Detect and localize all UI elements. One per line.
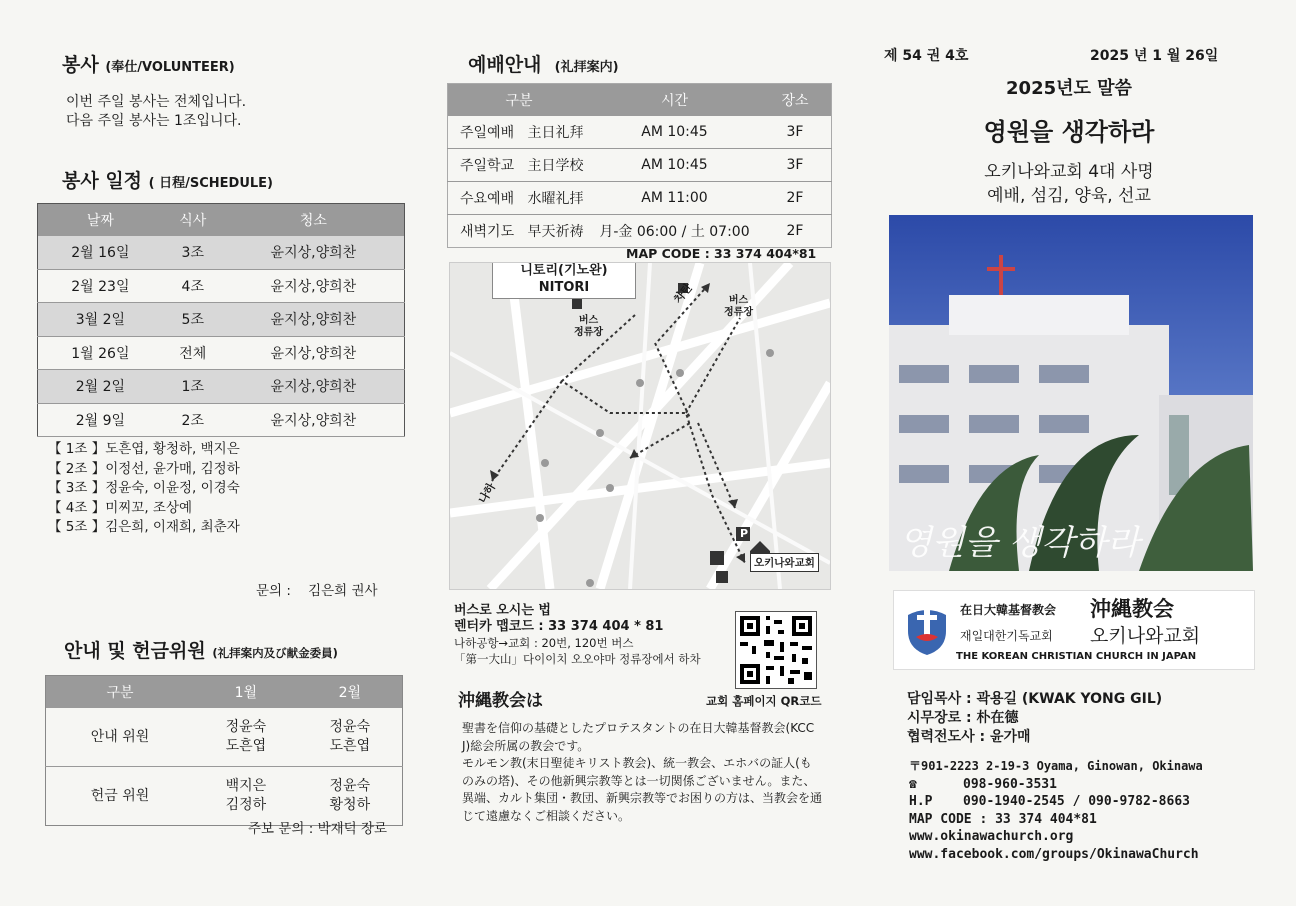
table-row: 새벽기도 早天祈祷 月-金 06:00 / 土 07:00 2F xyxy=(460,223,804,240)
church-logo-block xyxy=(893,590,1255,670)
contact-hp-label: H.P xyxy=(909,794,933,809)
bulletin-inquiry: 주보 문의 : 박재덕 장로 xyxy=(248,821,388,837)
contact-block xyxy=(909,758,1203,863)
table-row: 2월 16일 3조 윤지상,양희찬 xyxy=(38,236,405,269)
church-name-en: THE KOREAN CHRISTIAN CHURCH IN JAPAN xyxy=(956,651,1197,662)
about-text: 聖書を信仰の基礎としたプロテスタントの在日大韓基督教会(KCCJ)総会所属の教会です。 モルモン教(末日聖徒キリスト教会)、統一教会、エホバの証人(ものみの塔)、その他新興宗教等とは一切関係ございません。また、異端、カルト集団・教団、新興宗教等でお困りの方は、当教会を通じて遠慮なくご相談ください。 xyxy=(462,721,823,823)
usher-title-sub: (礼拝案内及び献金委員) xyxy=(212,646,338,660)
chatan-label: 차탄 xyxy=(671,280,695,306)
bus-stop-label-2: 버스 정류장 xyxy=(724,295,753,318)
worship-heading xyxy=(468,50,619,77)
table-row: 1월 26일 전체 윤지상,양희찬 xyxy=(38,336,405,370)
parking-label: P xyxy=(739,527,749,540)
contact-map-code: MAP CODE : 33 374 404*81 xyxy=(909,811,1097,827)
table-row: 주일학교 主日学校 AM 10:45 3F xyxy=(448,149,832,182)
denomination-jp: 在日大韓基督教会 xyxy=(960,603,1057,617)
contact-address: 〒901-2223 2-19-3 Oyama, Ginowan, Okinawa xyxy=(909,759,1203,773)
facebook-link[interactable]: www.facebook.com/groups/OkinawaChurch xyxy=(909,846,1199,862)
about-title: 沖縄教会は xyxy=(458,691,543,711)
worship-title-sub: (礼拝案内) xyxy=(554,60,619,75)
staff-list xyxy=(907,690,1162,747)
table-row: 3월 2일 5조 윤지상,양희찬 xyxy=(38,303,405,337)
volunteer-title: 봉사 xyxy=(62,54,99,76)
list-item: 【 1조 】도흔엽, 황청하, 백지은 xyxy=(48,441,240,457)
church-name-jp: 沖縄教会 xyxy=(1090,597,1174,621)
volunteer-title-sub: (奉仕/VOLUNTEER) xyxy=(105,60,235,75)
schedule-header-cleaning: 청소 xyxy=(223,204,405,237)
volunteer-inquiry: 문의 : 김은희 권사 xyxy=(256,583,378,599)
worship-header-row: 구분 시간 장소 xyxy=(448,84,832,117)
list-item: 【 2조 】이정선, 윤가매, 김정하 xyxy=(48,460,240,477)
usher-table xyxy=(45,675,403,826)
contact-phone: 098-960-3531 xyxy=(963,776,1057,792)
usher-title: 안내 및 헌금위원 xyxy=(64,640,206,662)
church-emblem-icon xyxy=(904,601,950,657)
volunteer-line-1: 이번 주일 봉사는 전체입니다. xyxy=(66,94,247,110)
volunteer-heading xyxy=(62,50,235,77)
bulletin-date: 2025 년 1 월 26일 xyxy=(1090,48,1219,64)
church-name-kr: 오키나와교회 xyxy=(1090,625,1201,647)
table-row: 안내 위원 정윤숙 도흔엽 정윤숙 도흔엽 xyxy=(46,708,403,767)
table-row: 수요예배 水曜礼拝 AM 11:00 2F xyxy=(448,182,832,215)
nitori-label-en: NITORI xyxy=(538,280,590,295)
mission-statement: 오키나와교회 4대 사명 예배, 섬김, 양육, 선교 xyxy=(984,162,1154,206)
list-item: 【 4조 】미찌꼬, 조상예 xyxy=(48,499,193,516)
usher-header-row: 구분 1월 2월 xyxy=(46,676,403,709)
bus-stop-label-1: 버스 정류장 xyxy=(574,315,603,338)
website-link[interactable]: www.okinawachurch.org xyxy=(909,829,1074,844)
church-photo xyxy=(889,215,1253,571)
group-list xyxy=(48,440,240,538)
contact-mobile: 090-1940-2545 / 090-9782-8663 xyxy=(963,794,1190,809)
qr-code-label: 교회 홈페이지 QR코드 xyxy=(706,694,822,708)
map-drawing xyxy=(450,263,830,589)
schedule-title: 봉사 일정 xyxy=(62,170,143,192)
volunteer-line-2: 다음 주일 봉사는 1조입니다. xyxy=(66,113,242,129)
table-row: 2월 2일 1조 윤지상,양희찬 xyxy=(38,370,405,404)
schedule-heading xyxy=(62,166,273,193)
phone-icon: ☎ xyxy=(909,776,917,792)
photo-caption: 영원을 생각하라 xyxy=(899,523,1140,563)
church-map xyxy=(449,262,831,590)
bus-directions-title: 버스로 오시는 법 xyxy=(454,603,551,618)
list-item: 【 5조 】김은희, 이재희, 최춘자 xyxy=(48,519,240,535)
homepage-qr-code[interactable] xyxy=(735,611,817,689)
schedule-header-date: 날짜 xyxy=(38,204,163,237)
theme-title: 영원을 생각하라 xyxy=(983,118,1155,146)
list-item: 시무장로 : 朴在德 xyxy=(907,710,1019,726)
schedule-header-meal: 식사 xyxy=(163,204,223,237)
table-row: 주일예배 主日礼拜 AM 10:45 3F xyxy=(448,116,832,149)
list-item: 담임목사 : 곽용길 (KWAK YONG GIL) xyxy=(907,691,1163,707)
nitori-callout xyxy=(492,262,636,299)
map-code-label: MAP CODE : 33 374 404*81 xyxy=(626,246,817,261)
list-item: 협력전도사 : 윤가매 xyxy=(907,729,1031,745)
theme-label: 2025년도 말씀 xyxy=(1006,78,1132,99)
nitori-label-kr: 니토리(기노완) xyxy=(520,263,608,278)
usher-heading xyxy=(64,636,338,663)
naha-label: 나하 xyxy=(476,480,499,506)
schedule-header-row xyxy=(38,204,405,237)
denomination-kr: 재일대한기독교회 xyxy=(960,629,1053,643)
bulletin-volume: 제 54 권 4호 xyxy=(884,48,969,64)
list-item: 【 3조 】정윤숙, 이윤정, 이경숙 xyxy=(48,480,240,496)
table-row: 헌금 위원 백지은 김정하 정윤숙 황청하 xyxy=(90,778,371,813)
church-map-label: 오키나와교회 xyxy=(750,553,819,572)
worship-title: 예배안내 xyxy=(468,54,542,76)
table-row: 2월 9일 2조 윤지상,양희찬 xyxy=(38,403,405,437)
schedule-title-sub: ( 日程/SCHEDULE) xyxy=(148,176,273,191)
volunteer-notice xyxy=(66,93,246,131)
qr-code-icon xyxy=(736,612,816,688)
table-row: 2월 23일 4조 윤지상,양희찬 xyxy=(38,269,405,303)
schedule-table xyxy=(37,203,405,437)
worship-table xyxy=(447,83,832,248)
bus-directions: 버스로 오시는 법 렌터카 맵코드 : 33 374 404 * 81 나하공항→교회 : 20번, 120번 버스 「第一大山」다이이치 오오야마 정류장에서 하차 xyxy=(454,603,701,666)
